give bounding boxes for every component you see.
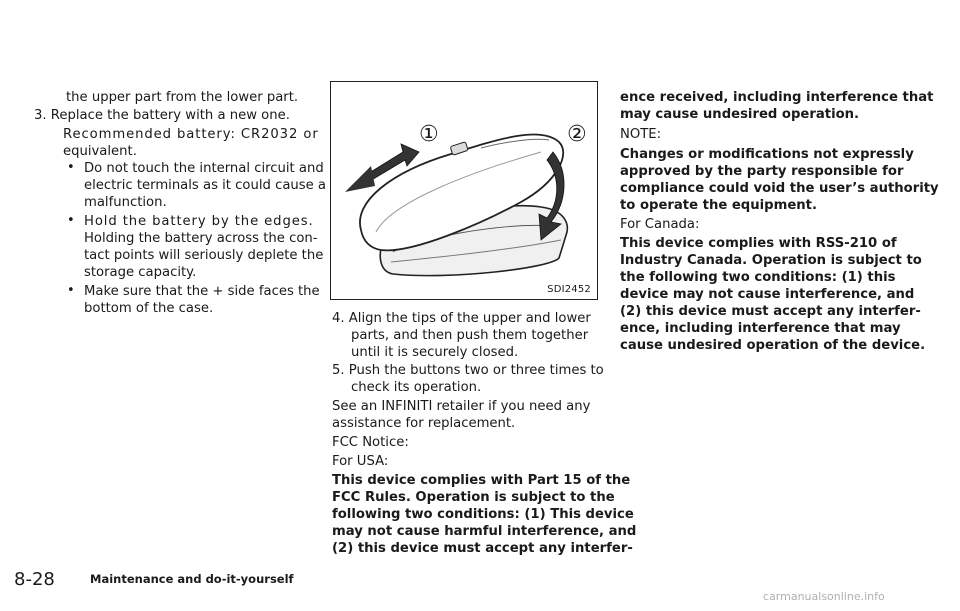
canada-line3: the following two conditions: (1) this — [620, 270, 896, 285]
step-4-line3: until it is securely closed. — [351, 345, 519, 360]
bullet2-line4: storage capacity. — [84, 265, 197, 280]
bullet-icon: • — [67, 160, 75, 175]
note-line4: to operate the equipment. — [620, 198, 817, 213]
right-line2: may cause undesired operation. — [620, 107, 860, 122]
step-4-line1: 4. Align the tips of the upper and lower — [332, 311, 591, 326]
note-line2: approved by the party responsible for — [620, 164, 904, 179]
bullet1-line2: electric terminals as it could cause a — [84, 178, 327, 193]
step-3: 3. Replace the battery with a new one. — [34, 108, 290, 123]
canada-line6: ence, including interference that may — [620, 321, 901, 336]
bullet2-line3: tact points will seriously deplete the — [84, 248, 324, 263]
key-fob-drawing — [331, 82, 597, 299]
bullet2-line2: Holding the battery across the con- — [84, 231, 318, 246]
arrow-left-icon — [345, 166, 375, 192]
bullet3-line1: Make sure that the + side faces the — [84, 284, 320, 299]
watermark: carmanualsonline.info — [763, 590, 885, 603]
intro-line: the upper part from the lower part. — [66, 90, 299, 105]
right-line1: ence received, including interference that — [620, 90, 934, 105]
canada-line1: This device complies with RSS-210 of — [620, 236, 897, 251]
bullet1-line1: Do not touch the internal circuit and — [84, 161, 324, 176]
bullet-icon: • — [67, 213, 75, 228]
callout-1-icon: ① — [419, 122, 439, 147]
note-line3: compliance could void the user’s authority — [620, 181, 939, 196]
usa-line1: This device complies with Part 15 of the — [332, 473, 631, 488]
canada-line4: device may not cause interference, and — [620, 287, 915, 302]
see-retailer-line1: See an INFINITI retailer if you need any — [332, 399, 591, 414]
bullet1-line3: malfunction. — [84, 195, 167, 210]
section-title: Maintenance and do-it-yourself — [90, 572, 294, 586]
step-4-line2: parts, and then push them together — [351, 328, 589, 343]
bullet3-line2: bottom of the case. — [84, 301, 214, 316]
note-line1: Changes or modifications not expressly — [620, 147, 914, 162]
for-canada-heading: For Canada: — [620, 217, 700, 232]
canada-line2: Industry Canada. Operation is subject to — [620, 253, 922, 268]
fcc-notice-heading: FCC Notice: — [332, 435, 409, 450]
usa-line4: may not cause harmful interference, and — [332, 524, 637, 539]
canada-line7: cause undesired operation of the device. — [620, 338, 926, 353]
usa-line5: (2) this device must accept any interfer- — [332, 541, 633, 556]
step-5-line2: check its operation. — [351, 380, 482, 395]
figure-code: SDI2452 — [547, 284, 591, 295]
usa-line2: FCC Rules. Operation is subject to the — [332, 490, 615, 505]
key-fob-illustration — [330, 81, 598, 300]
callout-2-icon: ② — [567, 122, 587, 147]
step-5-line1: 5. Push the buttons two or three times to — [332, 363, 604, 378]
recommended-battery-line1: Recommended battery: CR2032 or — [63, 127, 319, 142]
note-heading: NOTE: — [620, 127, 662, 142]
bullet2-line1: Hold the battery by the edges. — [84, 214, 314, 229]
usa-line3: following two conditions: (1) This device — [332, 507, 634, 522]
canada-line5: (2) this device must accept any interfer- — [620, 304, 921, 319]
page-number: 8-28 — [14, 569, 55, 590]
for-usa-heading: For USA: — [332, 454, 389, 469]
bullet-icon: • — [67, 283, 75, 298]
see-retailer-line2: assistance for replacement. — [332, 416, 516, 431]
recommended-battery-line2: equivalent. — [63, 144, 137, 159]
